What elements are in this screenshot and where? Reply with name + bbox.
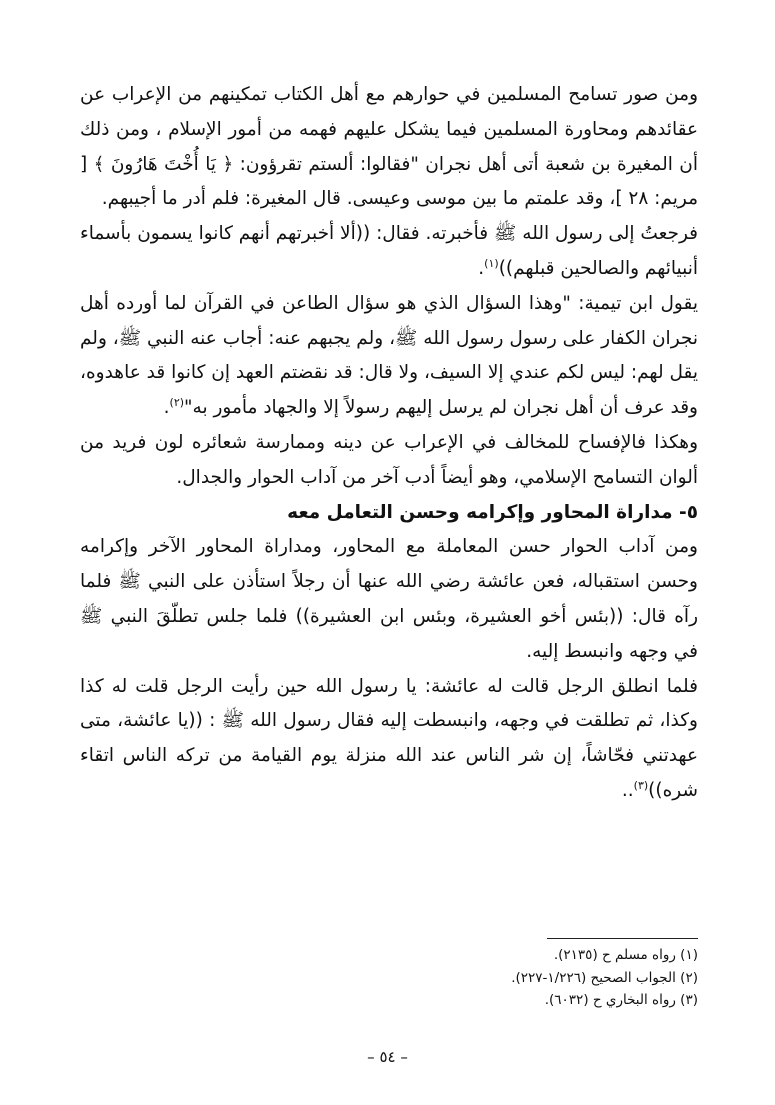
section-heading: ٥- مداراة المحاور وإكرامه وحسن التعامل معه [287,501,698,523]
main-text [80,78,698,809]
paragraph-2 [80,217,698,287]
footnote-2: (٢) الجواب الصحيح (١/٢٢٦-٢٢٧). [511,969,698,986]
paragraph-1 [80,78,698,217]
paragraph-3 [80,287,698,426]
paragraph-6-text: فلما انطلق الرجل قالت له عائشة: يا رسول الله حين رأيت الرجل قلت له كذا وكذا، ثم تطلقت في وجهه، وانبسطت إليه فقال رسول الله ﷺ : ((يا عائشة، متى عهدتني فحّاشاً، إن شر الناس عند الله منزلة يوم القيامة من تركه الناس اتقاء شره)) [80,675,698,801]
paragraph-3-end: . [163,397,170,419]
paragraph-3-text: يقول ابن تيمية: "وهذا السؤال الذي هو سؤال الطاعن في القرآن لما أورده أهل نجران الكفار على رسول رسول الله ﷺ، ولم يجبهم عنه: أجاب عنه النبي ﷺ، ولم يقل لهم: ليس لكم عندي إلا السيف، ولا قال: قد نقضتم العهد إن كانوا قد عاهدوه، وقد عرف أن أهل نجران لم يرسل إليهم رسولاً إلا والجهاد مأمور به" [80,292,698,419]
paragraph-6 [80,670,698,809]
paragraph-6-end: .. [621,779,634,801]
footnote-ref-1[interactable]: (١) [484,256,499,270]
footnote-ref-3[interactable]: (٣) [633,778,649,792]
paragraph-2-text: فرجعتُ إلى رسول الله ﷺ فأخبرته. فقال: ((ألا أخبرتهم أنهم كانوا يسمون بأسماء أنبيائهم والصالحين قبلهم)) [80,223,698,279]
footnotes [80,944,698,1012]
paragraph-5 [80,530,698,669]
page-number: – ٥٤ – [367,1048,408,1066]
paragraph-1-text: ومن صور تسامح المسلمين في حوارهم مع أهل الكتاب تمكينهم من الإعراب عن عقائدهم ومحاورة المسلمين فيما يشكل عليهم فهمه من أمور الإسلام ، ومن ذلك أن المغيرة بن شعبة أتى أهل نجران "فقالوا: ألستم تقرؤون: ﴿ يَا أُخْتَ هَارُونَ ﴾ [ مريم: ٢٨ ]، وقد علمتم ما بين موسى وعيسى. قال المغيرة: فلم أدر ما أجيبهم. [80,84,698,210]
footnote-ref-2[interactable]: (٢) [169,396,185,410]
paragraph-4 [80,426,698,496]
paragraph-2-end: . [478,257,485,279]
footnote-1: (١) رواه مسلم ح (٢١٣٥). [553,947,698,963]
paragraph-4-text: وهكذا فالإفساح للمخالف في الإعراب عن دينه وممارسة شعائره لون فريد من ألوان التسامح الإسلامي، وهو أيضاً أدب آخر من آداب الحوار والجدال. [80,431,698,488]
footnote-divider [547,938,698,939]
paragraph-5-text: ومن آداب الحوار حسن المعاملة مع المحاور، ومداراة المحاور الآخر وإكرامه وحسن استقباله، فعن عائشة رضي الله عنها أن رجلاً استأذن على النبي ﷺ فلما رآه قال: ((بئس أخو العشيرة، وبئس ابن العشيرة)) فلما جلس تطلّقَ النبي ﷺ في وجهه وانبسط إليه. [80,536,698,662]
footnote-3: (٣) رواه البخاري ح (٦٠٣٢). [544,992,698,1008]
